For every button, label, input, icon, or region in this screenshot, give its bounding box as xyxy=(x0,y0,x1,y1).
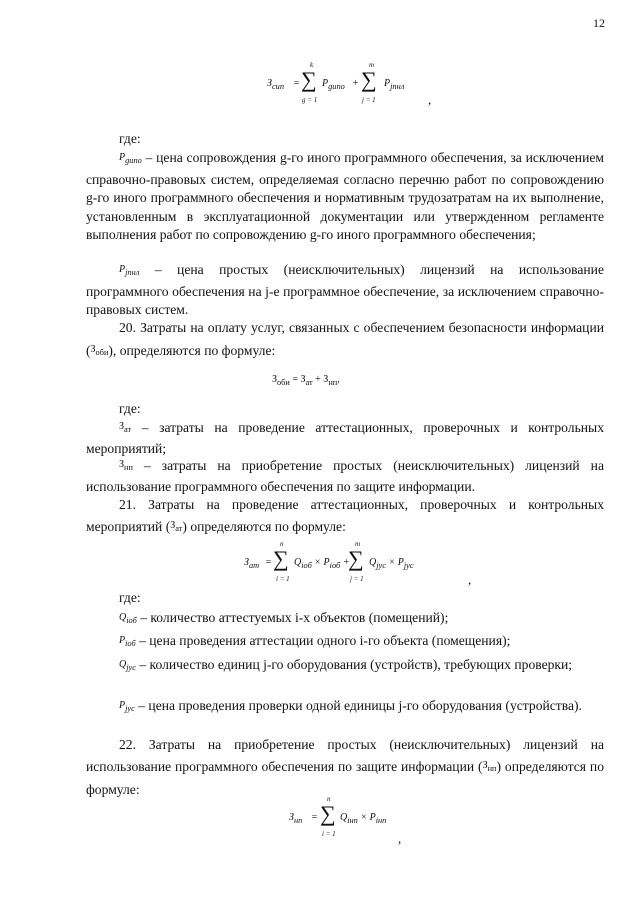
sum-upper-limit: m xyxy=(369,61,375,69)
definition-symbol: Зат xyxy=(119,421,132,434)
sum-sign: ∑ xyxy=(301,67,317,92)
formula-lhs: $З_{нп}$ xyxy=(289,812,303,825)
paragraph-21: 21. Затраты на проведение аттестационных, проверочных и контрольных мероприятий ($^{З_{ат}}$) определяются по формуле: xyxy=(86,497,604,534)
definition-symbol: $Q_{jус}$ xyxy=(119,659,136,672)
sum-lower-limit: i = 1 xyxy=(322,830,336,838)
definition-symbol: $P_{iоб}$ xyxy=(119,635,136,648)
definition-pjus: $P_{jус}$ – цена проведения проверки одной единицы j-го оборудования (устройства). xyxy=(119,698,582,713)
inline-symbol: Зоби xyxy=(90,344,109,357)
formula-comma: , xyxy=(468,572,472,587)
sum-upper-limit: n xyxy=(327,795,331,803)
formula-comma: , xyxy=(398,831,402,846)
sum-sign: ∑ xyxy=(273,546,289,571)
sum-sign: ∑ xyxy=(361,67,377,92)
definition-symbol: $Q_{iоб}$ xyxy=(119,612,137,625)
formula-term: $P_{gипо}$ xyxy=(322,78,345,91)
where-label: где: xyxy=(119,401,141,416)
formula-term: $Q_{jус} \times P_{jус}$ xyxy=(369,557,414,570)
page-number: 12 xyxy=(593,16,605,30)
definition-qiob: $Q_{iоб}$ – количество аттестуемых i-х объектов (помещений); xyxy=(119,610,449,625)
sum-lower-limit: g = 1 xyxy=(302,96,318,104)
sum-sign: ∑ xyxy=(320,801,336,826)
sum-lower-limit: i = 1 xyxy=(276,575,290,583)
formula-term: $Q_{iнп} \times P_{iнп}$ xyxy=(340,812,387,825)
formula-lhs: $З_{ат}$ xyxy=(244,557,260,570)
sum-upper-limit: n xyxy=(280,540,284,548)
paragraph-20: 20. Затраты на оплату услуг, связанных с обеспечением безопасности информации ($^{З_{оби}}$), определяются по формуле: xyxy=(86,320,604,358)
definition-pjpnl: $P_{jпнл}$ – цена простых (неисключительных) лицензий на использование программного обеспечения на j-е программное обеспечение, за исключением справочно-правовых систем. xyxy=(86,262,604,318)
definition-pgipo: $P_{gипо}$ – цена сопровождения g-го иного программного обеспечения, за исключением справочно-правовых систем, определяемая согласно перечню работ по сопровождению g-го иного программного обеспечения и нормативным трудозатратам на их выполнение, установленным в эксплуатационной документации или утвержденном регламенте выполнения работ по сопровождению g-го иного программного обеспечения; xyxy=(86,150,604,243)
definition-zat: $^{З_{ат}}$ – затраты на проведение аттестационных, проверочных и контрольных мероприятий; xyxy=(86,420,604,456)
inline-symbol: Знп xyxy=(482,760,497,773)
paragraph-22: 22. Затраты на приобретение простых (неисключительных) лицензий на использование программного обеспечения по защите информации ($^{З_{нп}}$) определяются по формуле: xyxy=(86,737,604,797)
definition-symbol: $P_{jпнл}$ xyxy=(119,264,140,277)
sum-upper-limit: k xyxy=(310,61,314,69)
definition-symbol: Знп xyxy=(119,459,133,472)
formula-equals: = xyxy=(311,812,318,823)
definition-symbol: $P_{gипо}$ xyxy=(119,152,142,165)
definition-symbol: $P_{jус}$ xyxy=(119,700,135,713)
sum-upper-limit: m xyxy=(355,540,361,548)
where-label: где: xyxy=(119,590,141,605)
formula-term: $Q_{iоб} \times P_{iоб}$ + xyxy=(294,557,350,570)
formula-obi: $З_{оби} = З_{ат} + З_{нп}$, xyxy=(272,374,340,387)
definition-qjus: $Q_{jус}$ – количество единиц j-го оборудования (устройств), требующих проверки; xyxy=(119,657,573,672)
formula-lhs: $З_{сип}$ xyxy=(267,78,284,91)
where-label: где: xyxy=(119,131,141,146)
definition-znp: $^{З_{нп}}$ – затраты на приобретение простых (неисключительных) лицензий на использование программного обеспечения по защите информации. xyxy=(86,458,604,494)
formula-comma: , xyxy=(428,92,432,107)
formula-term: $P_{jпнл}$ xyxy=(384,78,405,91)
formula-plus: + xyxy=(352,78,359,89)
sum-lower-limit: j = 1 xyxy=(362,96,376,104)
formula-equals: = xyxy=(293,78,300,89)
formula-equals: = xyxy=(265,557,272,568)
definition-piob: $P_{iоб}$ – цена проведения аттестации одного i-го объекта (помещения); xyxy=(119,633,511,648)
inline-symbol: Зат xyxy=(170,520,183,533)
sum-lower-limit: j = 1 xyxy=(350,575,364,583)
sum-sign: ∑ xyxy=(348,546,364,571)
